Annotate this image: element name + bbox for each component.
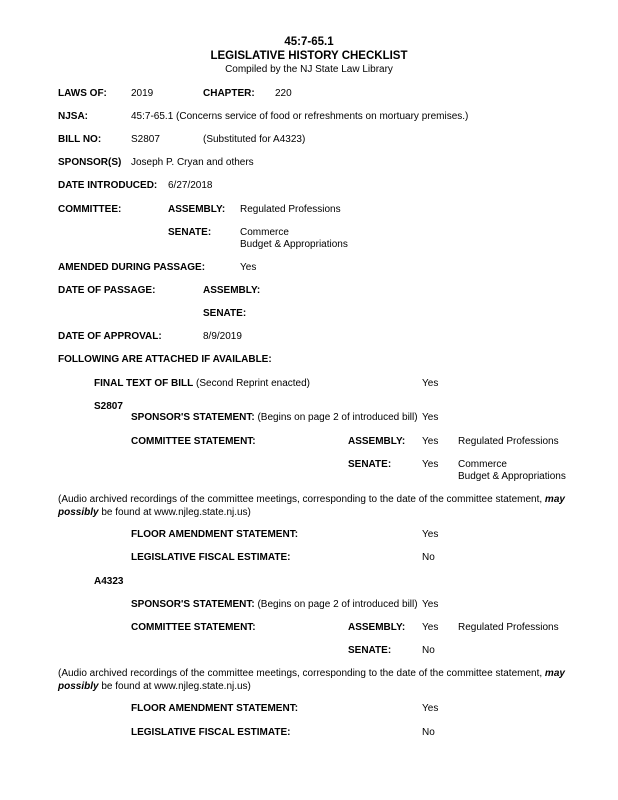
bill-no-value: S2807 (131, 134, 160, 145)
s2807-floor-value: Yes (422, 529, 439, 540)
compiled-by: Compiled by the NJ State Law Library (225, 64, 393, 75)
a4323-fiscal-value: No (422, 727, 435, 738)
a4323-fiscal-label: LEGISLATIVE FISCAL ESTIMATE: (131, 727, 291, 738)
s2807-fiscal-label: LEGISLATIVE FISCAL ESTIMATE: (131, 552, 291, 563)
attached-heading: FOLLOWING ARE ATTACHED IF AVAILABLE: (58, 354, 272, 365)
passage-senate-label: SENATE: (203, 308, 247, 319)
date-of-approval-label: DATE OF APPROVAL: (58, 331, 162, 342)
s2807-sponsor-statement-note: (Begins on page 2 of introduced bill) (257, 412, 418, 423)
date-of-approval-value: 8/9/2019 (203, 331, 242, 342)
committee-assembly-value: Regulated Professions (240, 204, 341, 215)
s2807-floor-label: FLOOR AMENDMENT STATEMENT: (131, 529, 299, 540)
s2807-audio-note-emphasis: may possibly (58, 494, 565, 518)
a4323-floor-value: Yes (422, 703, 439, 714)
final-text-label: FINAL TEXT OF BILL (94, 378, 194, 389)
bill-no-label: BILL NO: (58, 134, 102, 145)
s2807-assembly-value: Yes (422, 436, 439, 447)
committee-senate-value-1: Commerce (240, 227, 289, 238)
s2807-audio-note-post: be found at www.njleg.state.nj.us) (101, 506, 251, 518)
s2807-sponsor-statement-value: Yes (422, 412, 439, 423)
a4323-sponsor-statement-note: (Begins on page 2 of introduced bill) (257, 599, 418, 610)
a4323-sponsor-statement-label: SPONSOR'S STATEMENT: (131, 599, 255, 610)
s2807-senate-committee-1: Commerce (458, 459, 507, 470)
a4323-heading: A4323 (94, 576, 124, 587)
sponsors-value: Joseph P. Cryan and others (131, 157, 254, 168)
final-text-note: (Second Reprint enacted) (196, 378, 311, 389)
chapter-value: 220 (275, 88, 292, 99)
a4323-assembly-label: ASSEMBLY: (348, 622, 406, 633)
committee-senate-label: SENATE: (168, 227, 212, 238)
sponsors-label: SPONSOR(S) (58, 157, 122, 168)
a4323-sponsor-statement-row (131, 599, 418, 611)
s2807-audio-note (58, 494, 606, 519)
a4323-floor-label: FLOOR AMENDMENT STATEMENT: (131, 703, 299, 714)
page-title: LEGISLATIVE HISTORY CHECKLIST (210, 50, 408, 62)
a4323-audio-note-post: be found at www.njleg.state.nj.us) (101, 680, 251, 692)
s2807-heading: S2807 (94, 401, 123, 412)
a4323-assembly-value: Yes (422, 622, 439, 633)
a4323-audio-note (58, 668, 606, 693)
committee-assembly-label: ASSEMBLY: (168, 204, 226, 215)
laws-of-value: 2019 (131, 88, 154, 99)
s2807-sponsor-statement-label: SPONSOR'S STATEMENT: (131, 412, 255, 423)
njsa-value: 45:7-65.1 (Concerns service of food or refreshments on mortuary premises.) (131, 111, 469, 122)
amended-label: AMENDED DURING PASSAGE: (58, 262, 206, 273)
amended-value: Yes (240, 262, 257, 273)
s2807-committee-statement-label: COMMITTEE STATEMENT: (131, 436, 256, 447)
a4323-assembly-committee: Regulated Professions (458, 622, 559, 633)
passage-assembly-label: ASSEMBLY: (203, 285, 261, 296)
s2807-senate-value: Yes (422, 459, 439, 470)
a4323-senate-value: No (422, 645, 435, 656)
njsa-label: NJSA: (58, 111, 89, 122)
a4323-audio-note-pre: (Audio archived recordings of the committee meetings, corresponding to the date of the committee statement, (58, 668, 543, 679)
s2807-senate-committee-2: Budget & Appropriations (458, 471, 566, 482)
final-text-row (94, 378, 310, 390)
final-text-value: Yes (422, 378, 439, 389)
a4323-senate-label: SENATE: (348, 645, 392, 656)
s2807-assembly-committee: Regulated Professions (458, 436, 559, 447)
s2807-audio-note-pre: (Audio archived recordings of the committee meetings, corresponding to the date of the committee statement, (58, 494, 543, 505)
s2807-fiscal-value: No (422, 552, 435, 563)
s2807-senate-label: SENATE: (348, 459, 392, 470)
a4323-committee-statement-label: COMMITTEE STATEMENT: (131, 622, 256, 633)
laws-of-label: LAWS OF: (58, 88, 107, 99)
date-introduced-value: 6/27/2018 (168, 180, 213, 191)
committee-label: COMMITTEE: (58, 204, 122, 215)
chapter-label: CHAPTER: (203, 88, 255, 99)
a4323-audio-note-emphasis: may possibly (58, 668, 565, 692)
date-introduced-label: DATE INTRODUCED: (58, 180, 158, 191)
bill-no-note: (Substituted for A4323) (203, 134, 306, 145)
statute-number: 45:7-65.1 (284, 36, 334, 48)
committee-senate-value-2: Budget & Appropriations (240, 239, 348, 250)
s2807-assembly-label: ASSEMBLY: (348, 436, 406, 447)
date-of-passage-label: DATE OF PASSAGE: (58, 285, 156, 296)
a4323-sponsor-statement-value: Yes (422, 599, 439, 610)
s2807-sponsor-statement-row (131, 412, 418, 424)
